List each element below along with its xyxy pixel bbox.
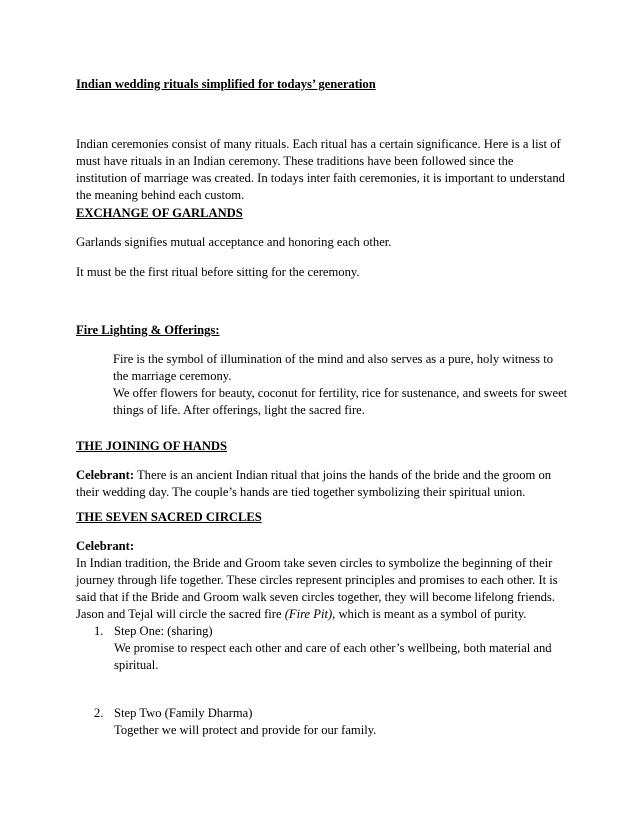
fire-paragraph-1: Fire is the symbol of illumination of the mind and also serves as a pure, holy witness to the marriage ceremony.	[113, 352, 554, 383]
circles-text-end: , which is meant as a symbol of purity.	[332, 607, 527, 621]
circles-fire-pit: (Fire Pit)	[284, 607, 333, 621]
circles-heading: THE SEVEN SACRED CIRCLES	[76, 510, 262, 524]
circles-celebrant-label: Celebrant:	[76, 539, 135, 553]
intro-paragraph: Indian ceremonies consist of many rituals. Each ritual has a certain significance. Here is a list of must have rituals in an Indian ceremony. These traditions have been followed since the institution of marriage was created. In todays inter faith ceremonies, it is important to understand the meaning behind each custom.	[76, 137, 565, 202]
step-text: We promise to respect each other and care of each other’s wellbeing, both material and spiritual.	[114, 641, 552, 672]
fire-heading: Fire Lighting & Offerings:	[76, 323, 220, 337]
list-number: 2.	[94, 706, 104, 720]
fire-paragraph-2: We offer flowers for beauty, coconut for fertility, rice for sustenance, and sweets for sweet things of life. After offerings, light the sacred fire.	[113, 386, 568, 417]
step-title: Step One: (sharing)	[114, 624, 213, 638]
circles-paragraph	[76, 555, 566, 623]
hands-text: There is an ancient Indian ritual that joins the hands of the bride and the groom on their wedding day. The couple’s hands are tied together symbolizing their spiritual union.	[76, 468, 552, 499]
circles-text: In Indian tradition, the Bride and Groom take seven circles to symbolize the beginning of their journey through life together. These circles represent principles and promises to each other. It is said that if the Bride and Groom walk seven circles together, they will become lifelong friends. Jason and Tejal will circle the sacred fire	[76, 556, 558, 621]
hands-celebrant-label: Celebrant:	[76, 468, 135, 482]
hands-heading: THE JOINING OF HANDS	[76, 439, 228, 453]
garlands-paragraph-2: It must be the first ritual before sitting for the ceremony.	[76, 265, 360, 279]
garlands-heading: EXCHANGE OF GARLANDS	[76, 206, 243, 220]
garlands-paragraph-1: Garlands signifies mutual acceptance and honoring each other.	[76, 235, 392, 249]
document-title: Indian wedding rituals simplified for todays’ generation	[76, 77, 376, 91]
hands-paragraph	[76, 467, 566, 501]
step-text: Together we will protect and provide for our family.	[114, 723, 377, 737]
step-title: Step Two (Family Dharma)	[114, 706, 253, 720]
list-number: 1.	[94, 624, 104, 638]
